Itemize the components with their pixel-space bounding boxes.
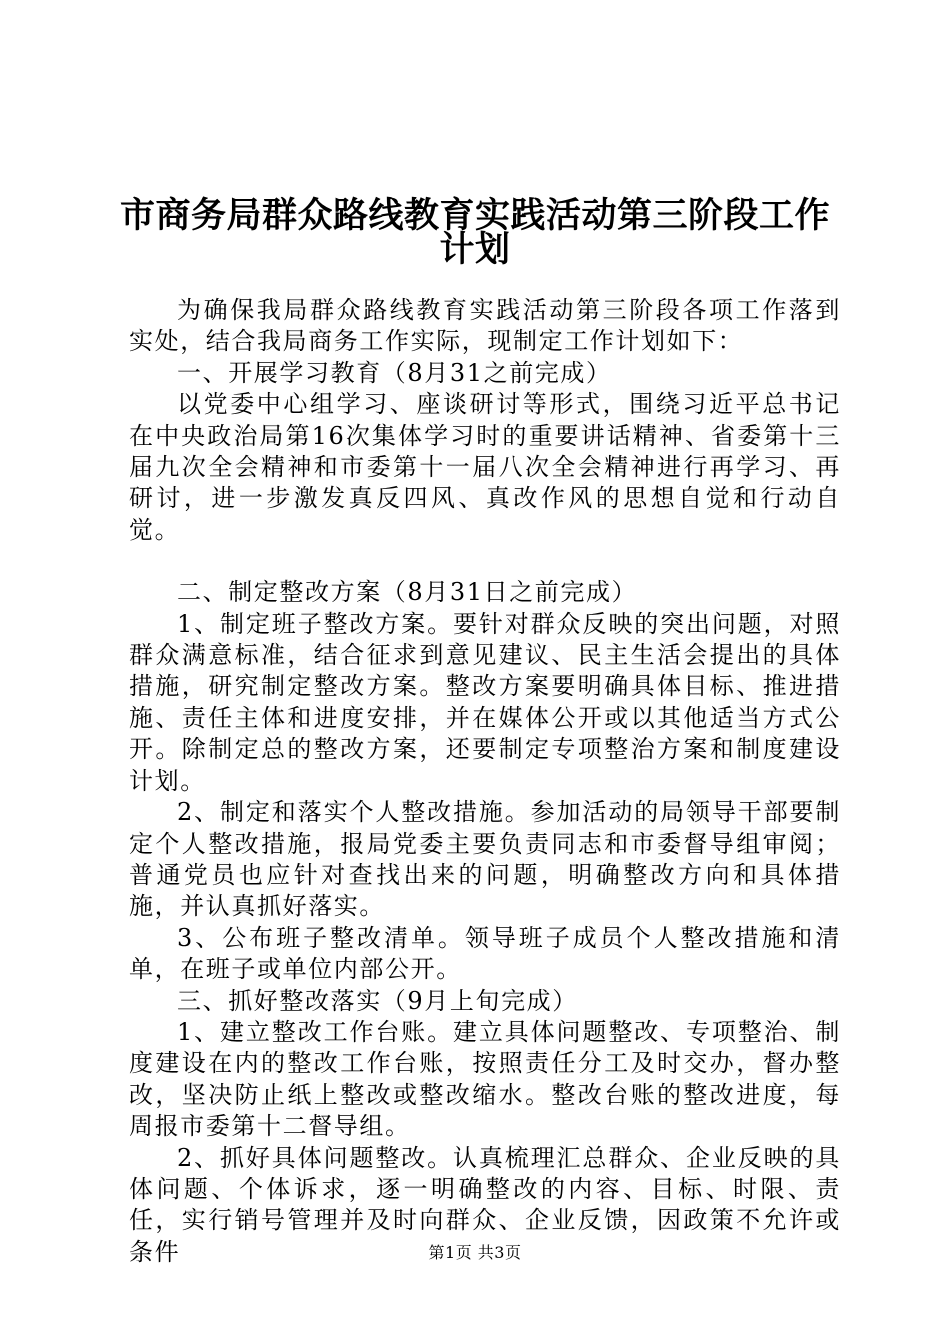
page-footer: 第1页 共3页: [428, 1243, 522, 1262]
section-2-item-3: 3、公布班子整改清单。领导班子成员个人整改措施和清单，在班子或单位内部公开。: [129, 923, 841, 984]
section-2-item-2: 2、制定和落实个人整改措施。参加活动的局领导干部要制定个人整改措施，报局党委主要负责同志和市委督导组审阅；普通党员也应针对查找出来的问题，明确整改方向和具体措施，并认真抓好落实。: [129, 798, 841, 921]
section-2-item-1: 1、制定班子整改方案。要针对群众反映的突出问题，对照群众满意标准，结合征求到意见建议、民主生活会提出的具体措施，研究制定整改方案。整改方案要明确具体目标、推进措施、责任主体和进度安排，并在媒体公开或以其他适当方式公开。除制定总的整改方案，还要制定专项整治方案和制度建设计划。: [129, 609, 841, 795]
section-heading-1: 一、开展学习教育（8月31之前完成）: [177, 358, 612, 387]
document-title-line-2: 计划: [439, 230, 511, 270]
section-1-paragraph: 以党委中心组学习、座谈研讨等形式，围绕习近平总书记在中央政治局第16次集体学习时的重要讲话精神、省委第十三届九次全会精神和市委第十一届八次全会精神进行再学习、再研讨，进一步激发真反四风、真改作风的思想自觉和行动自觉。: [129, 390, 841, 544]
document-body: [129, 295, 841, 1268]
section-heading-3: 三、抓好整改落实（9月上旬完成）: [177, 986, 578, 1015]
document-title-line-1: 市商务局群众路线教育实践活动第三阶段工作: [119, 196, 830, 236]
section-3-item-2: 2、抓好具体问题整改。认真梳理汇总群众、企业反映的具体问题、个体诉求，逐一明确整改的内容、目标、时限、责任，实行销号管理并及时向群众、企业反馈，因政策不允许或条件: [129, 1143, 841, 1266]
section-3-item-1: 1、建立整改工作台账。建立具体问题整改、专项整治、制度建设在内的整改工作台账，按照责任分工及时交办，督办整改，坚决防止纸上整改或整改缩水。整改台账的整改进度，每周报市委第十二督导组。: [129, 1017, 841, 1141]
intro-paragraph: 为确保我局群众路线教育实践活动第三阶段各项工作落到实处，结合我局商务工作实际，现制定工作计划如下：: [129, 296, 841, 356]
section-heading-2: 二、制定整改方案（8月31日之前完成）: [177, 578, 638, 607]
